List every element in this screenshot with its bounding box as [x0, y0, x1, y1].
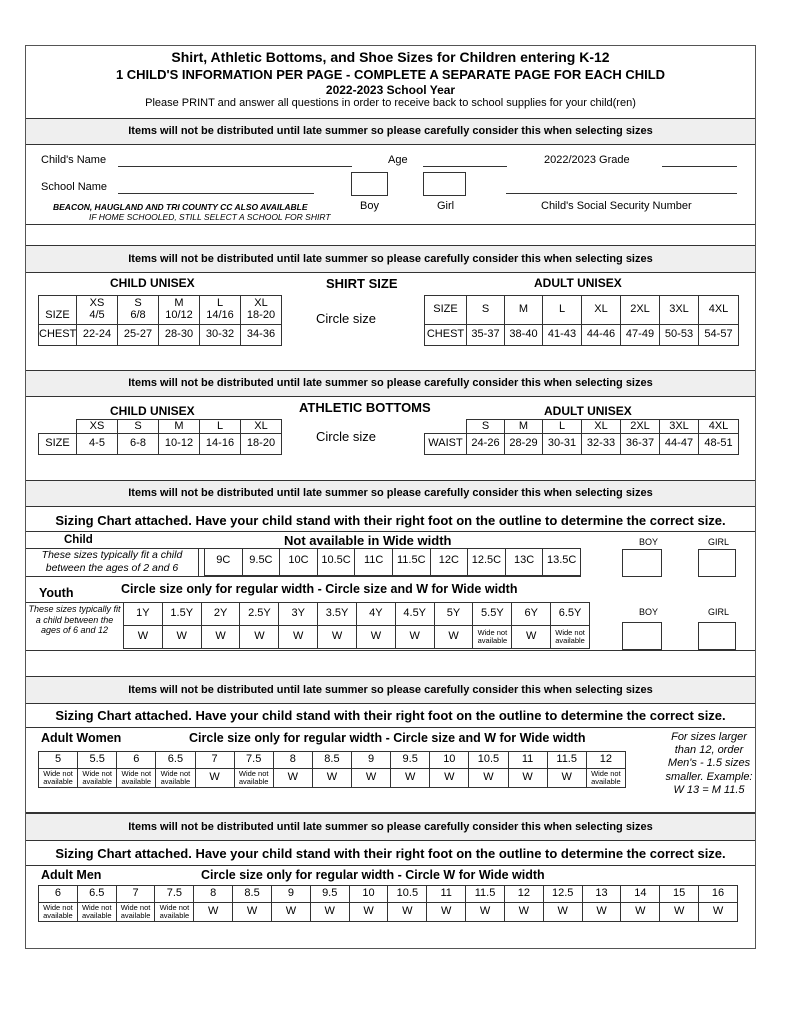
- shoe-size-cell[interactable]: 9.5: [391, 752, 430, 769]
- bottoms-adult-table: [424, 419, 739, 455]
- boy-checkbox[interactable]: [622, 622, 662, 650]
- wide-width-cell[interactable]: W: [543, 903, 582, 922]
- shirt-child-size-m[interactable]: M 10/12: [159, 296, 200, 325]
- chest-label: CHEST: [425, 325, 467, 346]
- child-shoe-size[interactable]: 11C: [355, 548, 393, 575]
- wide-width-cell[interactable]: W: [310, 903, 349, 922]
- wide-width-cell[interactable]: W: [621, 903, 660, 922]
- wide-width-cell: Wide not available: [473, 626, 512, 649]
- bottoms-cell: 14-16: [200, 434, 241, 455]
- wide-width-cell[interactable]: W: [279, 626, 318, 649]
- form-title: Shirt, Athletic Bottoms, and Shoe Sizes for Children entering K-12: [171, 49, 610, 65]
- child-name-label: Child's Name: [41, 154, 107, 166]
- child-shoe-label: Child: [64, 534, 93, 546]
- notice-band: Items will not be distributed until late summer so please carefully consider this when selecting sizes: [26, 370, 755, 397]
- child-shoe-size[interactable]: 10.5C: [317, 548, 355, 575]
- shoe-size-cell[interactable]: 11.5: [547, 752, 586, 769]
- grade-field[interactable]: [662, 166, 737, 167]
- age-field[interactable]: [423, 166, 507, 167]
- boy-label: BOY: [639, 607, 659, 617]
- wide-width-cell: Wide not available: [39, 903, 78, 922]
- shoe-size-cell[interactable]: 6.5: [156, 752, 195, 769]
- wide-width-cell[interactable]: W: [512, 626, 551, 649]
- shoe-size-cell[interactable]: 13: [582, 886, 621, 903]
- girl-checkbox[interactable]: [698, 622, 736, 650]
- not-wide-label: Not available in Wide width: [284, 533, 452, 548]
- wide-width-cell[interactable]: W: [395, 626, 434, 649]
- shoe-size-cell[interactable]: 3Y: [279, 603, 318, 626]
- chest-cell: 35-37: [467, 325, 505, 346]
- women-circle-label: Circle size only for regular width - Circle size and W for Wide width: [189, 731, 586, 745]
- bottoms-cell: 4-5: [77, 434, 118, 455]
- wide-width-cell: Wide not available: [586, 769, 625, 788]
- school-note: BEACON, HAUGLAND AND TRI COUNTY CC ALSO AVAILABLE: [53, 202, 308, 212]
- shoe-size-cell[interactable]: 8.5: [312, 752, 351, 769]
- notice-band: Items will not be distributed until late summer so please carefully consider this when selecting sizes: [26, 245, 755, 273]
- girl-label: Girl: [437, 200, 455, 212]
- wide-width-cell[interactable]: W: [547, 769, 586, 788]
- chest-cell: 34-36: [241, 325, 282, 346]
- wide-width-cell[interactable]: W: [162, 626, 201, 649]
- shoe-size-cell[interactable]: 10.5: [469, 752, 508, 769]
- ssn-field[interactable]: [506, 193, 737, 194]
- bottoms-cell: 6-8: [118, 434, 159, 455]
- shirt-child-size-xs[interactable]: XS 4/5: [77, 296, 118, 325]
- wide-width-cell[interactable]: W: [466, 903, 505, 922]
- chest-cell: 30-32: [200, 325, 241, 346]
- shoe-size-cell[interactable]: 12: [586, 752, 625, 769]
- sizing-instructions: Sizing Chart attached. Have your child stand with their right foot on the outline to determine the correct size.: [55, 513, 726, 528]
- wide-width-cell[interactable]: W: [427, 903, 466, 922]
- men-label: Adult Men: [41, 868, 102, 882]
- chest-label: CHEST: [39, 325, 77, 346]
- chest-cell: 22-24: [77, 325, 118, 346]
- child-name-field[interactable]: [118, 166, 352, 167]
- bottoms-adult-size[interactable]: M: [505, 420, 543, 434]
- shirt-child-size-s[interactable]: S 6/8: [118, 296, 159, 325]
- men-circle-label: Circle size only for regular width - Circle W for Wide width: [201, 868, 545, 882]
- wide-width-cell: Wide not available: [78, 769, 117, 788]
- wide-width-cell[interactable]: W: [388, 903, 427, 922]
- child-shoe-size[interactable]: 11.5C: [392, 548, 430, 575]
- notice-band: Items will not be distributed until late summer so please carefully consider this when selecting sizes: [26, 118, 755, 145]
- wide-width-cell[interactable]: W: [271, 903, 310, 922]
- instructions: Please PRINT and answer all questions in order to receive back to school supplies for your child(ren): [145, 97, 636, 109]
- notice-band: Items will not be distributed until late summer so please carefully consider this when selecting sizes: [26, 676, 755, 704]
- school-name-label: School Name: [41, 181, 108, 193]
- wide-width-cell[interactable]: W: [124, 626, 163, 649]
- size-label: SIZE: [425, 296, 467, 325]
- bottoms-child-size[interactable]: XL: [241, 420, 282, 434]
- women-shoe-table: [38, 751, 626, 788]
- shirt-adult-table: [424, 295, 739, 346]
- shoe-size-cell[interactable]: 7: [195, 752, 234, 769]
- school-name-field[interactable]: [118, 193, 314, 194]
- shirt-child-title: CHILD UNISEX: [110, 276, 195, 290]
- shirt-adult-size[interactable]: S: [467, 296, 505, 325]
- bottoms-child-table: [38, 419, 282, 455]
- wide-width-cell[interactable]: W: [391, 769, 430, 788]
- shoe-size-cell[interactable]: 7.5: [155, 886, 194, 903]
- bottoms-child-size[interactable]: M: [159, 420, 200, 434]
- wide-width-cell: Wide not available: [39, 769, 78, 788]
- shoe-size-cell[interactable]: 5.5: [78, 752, 117, 769]
- wide-width-cell[interactable]: W: [430, 769, 469, 788]
- girl-label: GIRL: [708, 537, 730, 547]
- form-subtitle: 1 CHILD'S INFORMATION PER PAGE - COMPLETE A SEPARATE PAGE FOR EACH CHILD: [115, 67, 666, 82]
- bottoms-child-size[interactable]: S: [118, 420, 159, 434]
- shoe-size-cell[interactable]: 11: [427, 886, 466, 903]
- shoe-size-cell[interactable]: 2.5Y: [240, 603, 279, 626]
- ssn-label: Child's Social Security Number: [541, 200, 692, 212]
- bottoms-cell: 30-31: [543, 434, 582, 455]
- wide-width-cell: Wide not available: [156, 769, 195, 788]
- shoe-size-cell[interactable]: 16: [699, 886, 738, 903]
- size-label: SIZE: [39, 434, 77, 455]
- boy-label: Boy: [360, 200, 379, 212]
- shoe-size-cell[interactable]: 8.5: [233, 886, 272, 903]
- bottoms-cell: 28-29: [505, 434, 543, 455]
- girl-checkbox[interactable]: [698, 549, 736, 577]
- shoe-size-cell[interactable]: 12: [504, 886, 543, 903]
- shoe-size-cell[interactable]: 5.5Y: [473, 603, 512, 626]
- wide-width-cell[interactable]: W: [240, 626, 279, 649]
- divider: [26, 865, 755, 866]
- shoe-size-cell[interactable]: 8: [273, 752, 312, 769]
- bottoms-adult-size[interactable]: XL: [582, 420, 621, 434]
- chest-cell: 28-30: [159, 325, 200, 346]
- bottoms-cell: 48-51: [699, 434, 739, 455]
- bottoms-circle-label: Circle size: [316, 429, 376, 444]
- shoe-size-cell[interactable]: 6Y: [512, 603, 551, 626]
- wide-width-cell[interactable]: W: [195, 769, 234, 788]
- wide-width-cell[interactable]: W: [233, 903, 272, 922]
- men-shoe-table: [38, 885, 738, 922]
- child-age-note: These sizes typically fit a child between the ages of 2 and 6: [26, 549, 199, 576]
- wide-width-cell: Wide not available: [234, 769, 273, 788]
- wide-width-cell[interactable]: W: [504, 903, 543, 922]
- sizing-instructions: Sizing Chart attached. Have your child stand with their right foot on the outline to determine the correct size.: [55, 708, 726, 723]
- child-shoe-size[interactable]: 12C: [430, 548, 468, 575]
- women-label: Adult Women: [41, 731, 122, 745]
- shoe-size-cell[interactable]: 9.5: [310, 886, 349, 903]
- shirt-adult-size[interactable]: M: [505, 296, 543, 325]
- school-year: 2022-2023 School Year: [325, 83, 456, 97]
- sizing-instructions: Sizing Chart attached. Have your child stand with their right foot on the outline to determine the correct size.: [55, 846, 726, 861]
- notice-band: Items will not be distributed until late summer so please carefully consider this when selecting sizes: [26, 813, 755, 841]
- blank-cell: [39, 420, 77, 434]
- shirt-circle-label: Circle size: [316, 311, 376, 326]
- boy-label: BOY: [639, 537, 659, 547]
- divider: [26, 650, 755, 651]
- shirt-adult-size[interactable]: 4XL: [699, 296, 739, 325]
- wide-width-cell: Wide not available: [116, 903, 155, 922]
- child-shoe-size[interactable]: 12.5C: [468, 548, 506, 575]
- bottoms-cell: 44-47: [660, 434, 699, 455]
- divider: [26, 727, 755, 728]
- bottoms-adult-title: ADULT UNISEX: [544, 404, 632, 418]
- wide-width-cell[interactable]: W: [201, 626, 240, 649]
- child-shoe-table: [204, 548, 581, 576]
- bottoms-cell: 36-37: [621, 434, 660, 455]
- shirt-title: SHIRT SIZE: [326, 276, 398, 291]
- wide-width-cell[interactable]: W: [508, 769, 547, 788]
- girl-checkbox[interactable]: [423, 172, 466, 196]
- chest-cell: 41-43: [543, 325, 582, 346]
- homeschool-note: IF HOME SCHOOLED, STILL SELECT A SCHOOL FOR SHIRT: [89, 212, 331, 222]
- shoe-size-cell[interactable]: 10.5: [388, 886, 427, 903]
- shoe-size-cell[interactable]: 5Y: [434, 603, 473, 626]
- shoe-size-cell[interactable]: 14: [621, 886, 660, 903]
- shoe-size-cell[interactable]: 7.5: [234, 752, 273, 769]
- bottoms-adult-size[interactable]: L: [543, 420, 582, 434]
- bottoms-cell: 24-26: [467, 434, 505, 455]
- wide-width-cell[interactable]: W: [660, 903, 699, 922]
- wide-width-cell[interactable]: W: [349, 903, 388, 922]
- child-shoe-size[interactable]: 13C: [505, 548, 543, 575]
- wide-width-cell[interactable]: W: [699, 903, 738, 922]
- chest-cell: 38-40: [505, 325, 543, 346]
- wide-width-cell[interactable]: W: [469, 769, 508, 788]
- shirt-adult-size[interactable]: 3XL: [660, 296, 699, 325]
- shoe-size-cell[interactable]: 1.5Y: [162, 603, 201, 626]
- wide-width-cell[interactable]: W: [352, 769, 391, 788]
- bottoms-cell: 32-33: [582, 434, 621, 455]
- shoe-size-cell[interactable]: 10: [349, 886, 388, 903]
- wide-width-cell[interactable]: W: [434, 626, 473, 649]
- wide-width-cell: Wide not available: [77, 903, 116, 922]
- shoe-size-cell[interactable]: 15: [660, 886, 699, 903]
- child-shoe-size[interactable]: 9C: [205, 548, 243, 575]
- size-label: SIZE: [39, 296, 77, 325]
- shoe-size-cell[interactable]: 2Y: [201, 603, 240, 626]
- wide-width-cell[interactable]: W: [356, 626, 395, 649]
- child-shoe-size[interactable]: 9.5C: [242, 548, 280, 575]
- child-shoe-size[interactable]: 10C: [280, 548, 318, 575]
- notice-band: Items will not be distributed until late summer so please carefully consider this when selecting sizes: [26, 480, 755, 507]
- youth-label: Youth: [39, 586, 74, 600]
- shoe-size-cell[interactable]: 12.5: [543, 886, 582, 903]
- girl-label: GIRL: [708, 607, 730, 617]
- wide-width-cell[interactable]: W: [273, 769, 312, 788]
- shoe-size-cell[interactable]: 5: [39, 752, 78, 769]
- chest-cell: 54-57: [699, 325, 739, 346]
- wide-width-cell: Wide not available: [551, 626, 590, 649]
- chest-cell: 50-53: [660, 325, 699, 346]
- bottoms-cell: 10-12: [159, 434, 200, 455]
- wide-width-cell[interactable]: W: [312, 769, 351, 788]
- divider: [26, 224, 755, 225]
- bottoms-adult-size[interactable]: S: [467, 420, 505, 434]
- divider: [26, 531, 755, 532]
- youth-circle-label: Circle size only for regular width - Circle size and W for Wide width: [121, 582, 518, 596]
- shoe-size-cell[interactable]: 4.5Y: [395, 603, 434, 626]
- wide-width-cell[interactable]: W: [194, 903, 233, 922]
- shoe-size-cell[interactable]: 4Y: [356, 603, 395, 626]
- shoe-size-cell[interactable]: 8: [194, 886, 233, 903]
- shoe-size-cell[interactable]: 6.5: [77, 886, 116, 903]
- chest-cell: 47-49: [621, 325, 660, 346]
- shirt-child-size-xl[interactable]: XL 18-20: [241, 296, 282, 325]
- bottoms-child-size[interactable]: L: [200, 420, 241, 434]
- boy-checkbox[interactable]: [622, 549, 662, 577]
- shoe-size-cell[interactable]: 6: [39, 886, 78, 903]
- wide-width-cell: Wide not available: [155, 903, 194, 922]
- shirt-child-size-l[interactable]: L 14/16: [200, 296, 241, 325]
- shoe-size-cell[interactable]: 9: [271, 886, 310, 903]
- chest-cell: 44-46: [582, 325, 621, 346]
- bottoms-title: ATHLETIC BOTTOMS: [299, 400, 431, 415]
- shoe-size-cell[interactable]: 10: [430, 752, 469, 769]
- shoe-size-cell[interactable]: 9: [352, 752, 391, 769]
- bottoms-cell: 18-20: [241, 434, 282, 455]
- wide-width-cell[interactable]: W: [318, 626, 357, 649]
- chest-cell: 25-27: [118, 325, 159, 346]
- wide-width-cell: Wide not available: [117, 769, 156, 788]
- grade-label: 2022/2023 Grade: [544, 154, 630, 166]
- shirt-adult-size[interactable]: L: [543, 296, 582, 325]
- bottoms-adult-size[interactable]: 4XL: [699, 420, 739, 434]
- child-shoe-size[interactable]: 13.5C: [543, 548, 581, 575]
- shoe-size-cell[interactable]: 6.5Y: [551, 603, 590, 626]
- form-page: [25, 45, 756, 949]
- youth-shoe-table: [123, 602, 590, 649]
- divider: [26, 576, 581, 577]
- shoe-size-cell[interactable]: 1Y: [124, 603, 163, 626]
- boy-checkbox[interactable]: [351, 172, 388, 196]
- shoe-size-cell[interactable]: 11.5: [466, 886, 505, 903]
- shoe-size-cell[interactable]: 6: [117, 752, 156, 769]
- shirt-adult-size[interactable]: XL: [582, 296, 621, 325]
- age-label: Age: [388, 154, 408, 166]
- blank-cell: [425, 420, 467, 434]
- shirt-adult-size[interactable]: 2XL: [621, 296, 660, 325]
- shirt-child-table: [38, 295, 282, 346]
- bottoms-child-size[interactable]: XS: [77, 420, 118, 434]
- bottoms-child-title: CHILD UNISEX: [110, 404, 195, 418]
- waist-label: WAIST: [425, 434, 467, 455]
- shoe-size-cell[interactable]: 3.5Y: [318, 603, 357, 626]
- youth-age-note: These sizes typically fit a child between the ages of 6 and 12: [28, 604, 121, 636]
- shirt-adult-title: ADULT UNISEX: [534, 276, 622, 290]
- women-size-note: For sizes larger than 12, order Men's - 1.5 sizes smaller. Example: W 13 = M 11.5: [665, 731, 753, 796]
- shoe-size-cell[interactable]: 11: [508, 752, 547, 769]
- bottoms-adult-size[interactable]: 2XL: [621, 420, 660, 434]
- shoe-size-cell[interactable]: 7: [116, 886, 155, 903]
- wide-width-cell[interactable]: W: [582, 903, 621, 922]
- bottoms-adult-size[interactable]: 3XL: [660, 420, 699, 434]
